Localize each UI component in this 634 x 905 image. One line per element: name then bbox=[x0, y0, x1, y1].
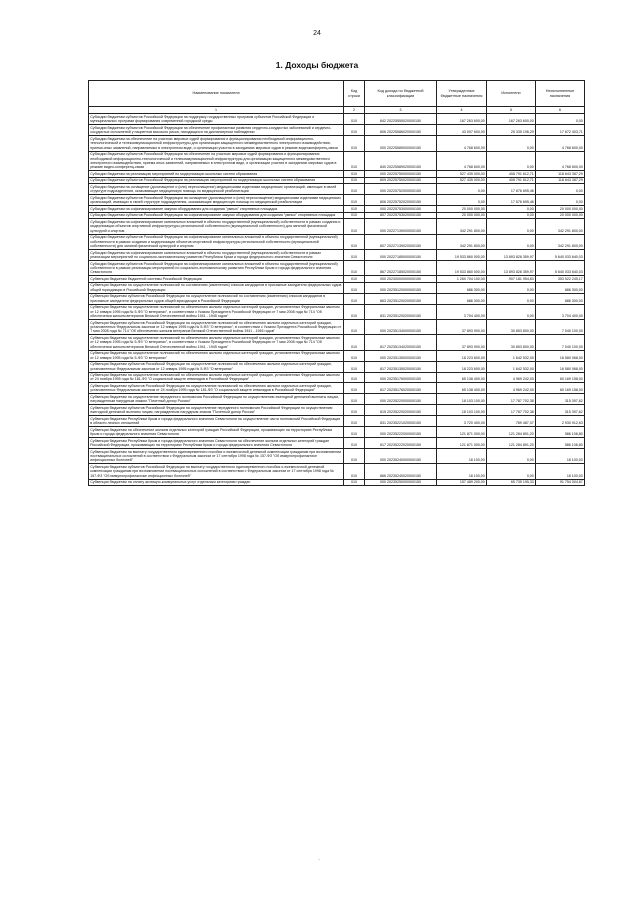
row-income-code-cell: 842 20225555020000150 bbox=[365, 114, 437, 125]
row-unexecuted-cell: 586 108,80 bbox=[536, 438, 585, 449]
table-body bbox=[89, 114, 585, 486]
row-approved-cell: 18 103 100,00 bbox=[437, 405, 487, 416]
row-name-cell: Субвенции бюджетам на выплату государственного единовременного пособия и ежемесячной денежной компенсации гражданам при возникновении поствакцинальных осложнений в соответствии с Федеральным законом от 17 сентября 1998 года № 157-ФЗ "Об иммунопрофилактике инфекционных болезней" bbox=[89, 449, 344, 464]
table-row bbox=[89, 304, 585, 319]
row-name-cell: Субвенции бюджетам на осуществление полномочий по обеспечению жильем отдельных категорий граждан, установленных Федеральным законом от 12 января 1995 года № 5-ФЗ "О ветеранах" bbox=[89, 350, 344, 361]
row-income-code-cell: 000 20225589000000150 bbox=[365, 136, 437, 151]
row-name-cell: Субсидии бюджетам субъектов Российской Федерации на реализацию мероприятий по модернизации школьных систем образования bbox=[89, 177, 344, 184]
row-income-code-cell: 807 20225753020000150 bbox=[365, 212, 437, 219]
row-approved-cell: 157 489 200,00 bbox=[437, 479, 487, 486]
row-line-code-cell: 010 bbox=[344, 219, 365, 234]
row-income-code-cell: 000 20235220000000150 bbox=[365, 394, 437, 405]
row-income-code-cell: 831 20235120020000150 bbox=[365, 304, 437, 319]
table-row bbox=[89, 449, 585, 464]
table-header-row bbox=[89, 81, 585, 107]
row-income-code-cell: 831 20235221020000150 bbox=[365, 416, 437, 427]
row-line-code-cell: 010 bbox=[344, 114, 365, 125]
footer-mark: · bbox=[318, 857, 320, 863]
row-executed-cell: 17 787 702,38 bbox=[487, 394, 536, 405]
row-income-code-cell: 000 20235250000000150 bbox=[365, 479, 437, 486]
row-unexecuted-cell: 0,00 bbox=[536, 195, 585, 206]
row-income-code-cell: 840 20225589020000150 bbox=[365, 151, 437, 171]
row-name-cell: Субсидии бюджетам субъектов Российской Федерации на софинансирование капитальных вложений в объекты государственной (муниципальной) собственности в рамках реализации мероприятий по социально-экономическому развитию Республики Крым и города федерального значения Севастополя bbox=[89, 260, 344, 275]
row-approved-cell: 527 435 000,00 bbox=[437, 171, 487, 178]
row-approved-cell: 0,00 bbox=[437, 195, 487, 206]
row-income-code-cell: 000 20235120000000150 bbox=[365, 282, 437, 293]
header-approved: Утвержденные бюджетные назначения bbox=[437, 81, 487, 107]
row-approved-cell: 65 138 400,00 bbox=[437, 383, 487, 394]
row-line-code-cell: 010 bbox=[344, 260, 365, 275]
row-income-code-cell: 866 20235240020000150 bbox=[365, 464, 437, 479]
row-unexecuted-cell: 118 643 387,29 bbox=[536, 177, 585, 184]
row-executed-cell: 0,00 bbox=[487, 234, 536, 249]
row-executed-cell: 17 676 695,46 bbox=[487, 195, 536, 206]
table-row bbox=[89, 394, 585, 405]
table-row bbox=[89, 250, 585, 261]
table-row bbox=[89, 234, 585, 249]
row-income-code-cell: 806 20225752020000150 bbox=[365, 195, 437, 206]
table-row bbox=[89, 372, 585, 383]
row-approved-cell: 4 768 600,00 bbox=[437, 136, 487, 151]
row-unexecuted-cell: 3 704 400,00 bbox=[536, 304, 585, 319]
row-line-code-cell: 010 bbox=[344, 383, 365, 394]
header-income-code: Код дохода по бюджетной классификации bbox=[365, 81, 437, 107]
row-line-code-cell: 010 bbox=[344, 464, 365, 479]
row-income-code-cell: 000 20235176000000150 bbox=[365, 372, 437, 383]
row-income-code-cell: 000 20227139000000150 bbox=[365, 219, 437, 234]
row-income-code-cell: 000 20235135000000150 bbox=[365, 350, 437, 361]
row-income-code-cell: 817 20235176020000150 bbox=[365, 383, 437, 394]
table-row bbox=[89, 219, 585, 234]
row-line-code-cell: 010 bbox=[344, 177, 365, 184]
table-row bbox=[89, 464, 585, 479]
row-line-code-cell: 010 bbox=[344, 234, 365, 249]
row-executed-cell: 0,00 bbox=[487, 464, 536, 479]
row-name-cell: Субвенции бюджетам субъектов Российской Федерации на осуществление переданного полномочия Российской Федерации по осуществлению ежегодной денежной выплаты лицам, награжденным нагрудным знаком "Почетный донор России" bbox=[89, 405, 344, 416]
row-executed-cell: 65 735 195,33 bbox=[487, 479, 536, 486]
table-row bbox=[89, 260, 585, 275]
table-row bbox=[89, 427, 585, 438]
row-executed-cell: 0,00 bbox=[487, 136, 536, 151]
row-income-code-cell: 815 20235220020000150 bbox=[365, 405, 437, 416]
header-unexecuted: Неисполненные назначения bbox=[536, 81, 585, 107]
row-approved-cell: 18 103 100,00 bbox=[437, 394, 487, 405]
row-name-cell: Субвенции бюджетам субъектов Российской Федерации на осуществление полномочий по обеспечению жильем отдельных категорий граждан, установленных Федеральным законом от 12 января 1995 года № 5-ФЗ "О ветеранах" bbox=[89, 361, 344, 372]
row-unexecuted-cell: 20 000 000,00 bbox=[536, 212, 585, 219]
column-number: 1 bbox=[89, 107, 344, 114]
row-approved-cell: 18 223 600,00 bbox=[437, 350, 487, 361]
row-line-code-cell: 010 bbox=[344, 276, 365, 283]
row-name-cell: Субвенции бюджетам субъектов Российской Федерации на осуществление полномочий по обеспечению жильем отдельных категорий граждан, установленных Федеральным законом от 24 ноября 1995 года № 181-ФЗ "О социальной защите инвалидов в Российской Федерации" bbox=[89, 383, 344, 394]
row-approved-cell: 18 100,00 bbox=[437, 449, 487, 464]
row-approved-cell: 37 893 900,00 bbox=[437, 335, 487, 350]
row-unexecuted-cell: 7 040 100,00 bbox=[536, 320, 585, 335]
row-approved-cell: 37 893 900,00 bbox=[437, 320, 487, 335]
row-unexecuted-cell: 60 169 158,00 bbox=[536, 383, 585, 394]
row-unexecuted-cell: 16 580 068,00 bbox=[536, 361, 585, 372]
row-unexecuted-cell: 7 040 100,00 bbox=[536, 335, 585, 350]
row-unexecuted-cell: 20 000 000,00 bbox=[536, 206, 585, 213]
column-number: 5 bbox=[487, 107, 536, 114]
row-income-code-cell: 000 20225750000000150 bbox=[365, 171, 437, 178]
table-row bbox=[89, 136, 585, 151]
row-executed-cell: 0,00 bbox=[487, 212, 536, 219]
column-number: 4 bbox=[437, 107, 487, 114]
row-approved-cell: 527 435 000,00 bbox=[437, 177, 487, 184]
row-line-code-cell: 010 bbox=[344, 195, 365, 206]
row-name-cell: Субвенции бюджетам Республики Крым и города федерального значения Севастополя на осуществление части полномочий Российской Федерации в области лесных отношений bbox=[89, 416, 344, 427]
row-unexecuted-cell: 342 291 800,00 bbox=[536, 234, 585, 249]
row-name-cell: Субсидии бюджетам на софинансирование капитальных вложений в объекты государственной (муниципальной) собственности в рамках реализации мероприятий по социально-экономическому развитию Республики Крым и города федерального значения Севастополя bbox=[89, 250, 344, 261]
row-income-code-cell: 863 20235120020000150 bbox=[365, 293, 437, 304]
row-executed-cell: 0,00 bbox=[487, 293, 536, 304]
row-unexecuted-cell: 18 100,00 bbox=[536, 464, 585, 479]
row-executed-cell: 1 642 532,00 bbox=[487, 350, 536, 361]
row-unexecuted-cell: 5 640 033 640,03 bbox=[536, 260, 585, 275]
row-line-code-cell: 010 bbox=[344, 250, 365, 261]
row-unexecuted-cell: 586 108,80 bbox=[536, 427, 585, 438]
row-name-cell: Субвенции бюджетам субъектов Российской Федерации на выплату государственного единовременного пособия и ежемесячной денежной компенсации гражданам при возникновении поствакцинальных осложнений в соответствии с Федеральным законом от 17 сентября 1998 года № 157-ФЗ "Об иммунопрофилактике инфекционных болезней" bbox=[89, 464, 344, 479]
row-executed-cell: 4 969 242,00 bbox=[487, 372, 536, 383]
row-line-code-cell: 010 bbox=[344, 206, 365, 213]
row-unexecuted-cell: 315 397,62 bbox=[536, 394, 585, 405]
row-executed-cell: 30 853 800,00 bbox=[487, 335, 536, 350]
row-line-code-cell: 010 bbox=[344, 212, 365, 219]
row-line-code-cell: 010 bbox=[344, 136, 365, 151]
table-row bbox=[89, 125, 585, 136]
row-income-code-cell: 809 20225750020000150 bbox=[365, 177, 437, 184]
row-line-code-cell: 010 bbox=[344, 394, 365, 405]
row-executed-cell: 17 787 702,38 bbox=[487, 405, 536, 416]
row-approved-cell: 43 007 600,00 bbox=[437, 125, 487, 136]
row-executed-cell: 13 893 826 359,97 bbox=[487, 250, 536, 261]
row-unexecuted-cell: 91 754 004,67 bbox=[536, 479, 585, 486]
table-row bbox=[89, 416, 585, 427]
row-line-code-cell: 010 bbox=[344, 416, 365, 427]
row-name-cell: Субсидии бюджетам субъектов Российской Федерации на софинансирование закупки оборудования для создания "умных" спортивных площадок bbox=[89, 212, 344, 219]
row-income-code-cell: 000 20235134000000150 bbox=[365, 320, 437, 335]
row-line-code-cell: 010 bbox=[344, 293, 365, 304]
table-row bbox=[89, 184, 585, 195]
row-executed-cell: 167 263 600,00 bbox=[487, 114, 536, 125]
row-income-code-cell: 817 20235222020000150 bbox=[365, 438, 437, 449]
row-name-cell: Субвенции бюджетам на осуществление полномочий по составлению (изменению) списков кандидатов в присяжные заседатели федеральных судов общей юрисдикции в Российской Федерации bbox=[89, 282, 344, 293]
row-approved-cell: 3 720 400,00 bbox=[437, 416, 487, 427]
table-row bbox=[89, 320, 585, 335]
row-income-code-cell: 867 20227185020000150 bbox=[365, 260, 437, 275]
row-name-cell: Субвенции бюджетам на обеспечение жильем отдельных категорий граждан Российской Федерации, проживающих на территориях Республики Крым и города федерального значения Севастополя bbox=[89, 427, 344, 438]
row-executed-cell: 0,00 bbox=[487, 282, 536, 293]
row-executed-cell: 121 284 891,20 bbox=[487, 438, 536, 449]
row-executed-cell: 13 893 826 359,97 bbox=[487, 260, 536, 275]
row-name-cell: Субсидии бюджетам субъектов Российской Федерации на обеспечение профилактики развития сердечно-сосудистых заболеваний и сердечно-сосудистых осложнений у пациентов высокого риска, находящихся на диспансерном наблюдении bbox=[89, 125, 344, 136]
table-row bbox=[89, 383, 585, 394]
row-executed-cell: 0,00 bbox=[487, 304, 536, 319]
row-executed-cell: 907 181 954,83 bbox=[487, 276, 536, 283]
row-unexecuted-cell: 18 100,00 bbox=[536, 449, 585, 464]
row-approved-cell: 167 263 600,00 bbox=[437, 114, 487, 125]
row-name-cell: Субвенции бюджетам субъектов Российской Федерации на осуществление полномочий по составлению (изменению) списков кандидатов в присяжные заседатели федеральных судов общей юрисдикции в Российской Федерации bbox=[89, 293, 344, 304]
row-income-code-cell: 000 20230000000000150 bbox=[365, 276, 437, 283]
row-approved-cell: 18 223 600,00 bbox=[437, 361, 487, 372]
column-number: 6 bbox=[536, 107, 585, 114]
table-row bbox=[89, 335, 585, 350]
row-income-code-cell: 000 20225752000000150 bbox=[365, 184, 437, 195]
row-approved-cell: 19 533 860 000,00 bbox=[437, 250, 487, 261]
row-income-code-cell: 806 20225586020000150 bbox=[365, 125, 437, 136]
row-approved-cell: 0,00 bbox=[437, 184, 487, 195]
row-name-cell: Субсидии бюджетам на оснащение (дооснащение и (или) переоснащение) медицинскими изделиями медицинских организаций, имеющих в своей структуре подразделения, оказывающие медицинскую помощь по медицинской реабилитации bbox=[89, 184, 344, 195]
table-row bbox=[89, 151, 585, 171]
row-unexecuted-cell: 342 291 800,00 bbox=[536, 219, 585, 234]
row-name-cell: Субвенции бюджетам на осуществление полномочий по обеспечению жильем отдельных категорий граждан, установленных Федеральным законом от 12 января 1995 года № 5-ФЗ "О ветеранах", в соответствии с Указом Президента Российской Федерации от 7 мая 2008 года № 714 "Об обеспечении жильем ветеранов Великой Отечественной войны 1941 - 1945 годов" bbox=[89, 335, 344, 350]
row-name-cell: Субсидии бюджетам на реализацию мероприятий по модернизации школьных систем образования bbox=[89, 171, 344, 178]
column-number: 2 bbox=[344, 107, 365, 114]
row-approved-cell: 342 291 800,00 bbox=[437, 234, 487, 249]
row-unexecuted-cell: 118 643 387,29 bbox=[536, 171, 585, 178]
row-executed-cell: 30 853 800,00 bbox=[487, 320, 536, 335]
row-approved-cell: 686 300,00 bbox=[437, 282, 487, 293]
row-unexecuted-cell: 0,00 bbox=[536, 184, 585, 195]
row-approved-cell: 65 138 400,00 bbox=[437, 372, 487, 383]
row-approved-cell: 342 291 800,00 bbox=[437, 219, 487, 234]
row-line-code-cell: 010 bbox=[344, 405, 365, 416]
row-name-cell: Субсидии бюджетам на софинансирование капитальных вложений в объекты государственной (муниципальной) собственности в рамках создания и модернизации объектов спортивной инфраструктуры региональной собственности (муниципальной собственности) для занятий физической культурой и спортом bbox=[89, 219, 344, 234]
row-executed-cell: 121 284 891,20 bbox=[487, 427, 536, 438]
row-line-code-cell: 010 bbox=[344, 449, 365, 464]
row-income-code-cell: 000 20225753000000150 bbox=[365, 206, 437, 213]
row-line-code-cell: 010 bbox=[344, 372, 365, 383]
row-name-cell: Субвенции бюджетам бюджетной системы Российской Федерации bbox=[89, 276, 344, 283]
row-approved-cell: 686 300,00 bbox=[437, 293, 487, 304]
row-line-code-cell: 010 bbox=[344, 184, 365, 195]
header-line-code: Код строки bbox=[344, 81, 365, 107]
row-unexecuted-cell: 17 672 403,71 bbox=[536, 125, 585, 136]
row-line-code-cell: 010 bbox=[344, 479, 365, 486]
table-row bbox=[89, 479, 585, 486]
row-approved-cell: 4 768 600,00 bbox=[437, 151, 487, 171]
row-name-cell: Субвенции бюджетам Республики Крым и города федерального значения Севастополя на обеспечение жильем отдельных категорий граждан Российской Федерации, проживающих на территориях Республики Крым и города федерального значения Севастополя bbox=[89, 438, 344, 449]
table-row bbox=[89, 405, 585, 416]
row-name-cell: Субсидии бюджетам субъектов Российской Федерации на поддержку государственных программ субъектов Российской Федерации и муниципальных программ формирования современной городской среды bbox=[89, 114, 344, 125]
table-row bbox=[89, 282, 585, 293]
row-unexecuted-cell: 5 640 033 640,03 bbox=[536, 250, 585, 261]
row-approved-cell: 19 533 860 000,00 bbox=[437, 260, 487, 275]
table-row bbox=[89, 195, 585, 206]
row-unexecuted-cell: 686 300,00 bbox=[536, 293, 585, 304]
row-executed-cell: 408 791 612,71 bbox=[487, 177, 536, 184]
row-unexecuted-cell: 315 397,62 bbox=[536, 405, 585, 416]
row-approved-cell: 121 871 000,00 bbox=[437, 427, 487, 438]
row-executed-cell: 4 969 242,00 bbox=[487, 383, 536, 394]
row-name-cell: Субвенции бюджетам субъектов Российской Федерации на осуществление полномочий по обеспечению жильем отдельных категорий граждан, установленных Федеральным законом от 12 января 1995 года № 5-ФЗ "О ветеранах", в соответствии с Указом Президента Российской Федерации от 7 мая 2008 года № 714 "Об обеспечении жильем ветеранов Великой Отечественной войны 1941 - 1945 годов" bbox=[89, 320, 344, 335]
row-name-cell: Субвенции бюджетам на оплату жилищно-коммунальных услуг отдельным категориям граждан bbox=[89, 479, 344, 486]
row-unexecuted-cell: 16 580 068,00 bbox=[536, 350, 585, 361]
row-line-code-cell: 010 bbox=[344, 361, 365, 372]
row-line-code-cell: 010 bbox=[344, 282, 365, 293]
row-line-code-cell: 010 bbox=[344, 304, 365, 319]
row-executed-cell: 408 791 612,71 bbox=[487, 171, 536, 178]
row-unexecuted-cell: 353 522 245,17 bbox=[536, 276, 585, 283]
row-line-code-cell: 010 bbox=[344, 125, 365, 136]
row-name-cell: Субсидии бюджетам субъектов Российской Федерации на оснащение (дооснащение и (или) переоснащение) медицинскими изделиями медицинских организаций, имеющих в своей структуре подразделения, оказывающие медицинскую помощь по медицинской реабилитации bbox=[89, 195, 344, 206]
row-line-code-cell: 010 bbox=[344, 151, 365, 171]
row-line-code-cell: 010 bbox=[344, 350, 365, 361]
row-line-code-cell: 010 bbox=[344, 427, 365, 438]
row-unexecuted-cell: 4 768 600,00 bbox=[536, 151, 585, 171]
row-executed-cell: 0,00 bbox=[487, 219, 536, 234]
row-income-code-cell: 817 20235135020000150 bbox=[365, 361, 437, 372]
row-line-code-cell: 010 bbox=[344, 171, 365, 178]
row-unexecuted-cell: 686 300,00 bbox=[536, 282, 585, 293]
row-unexecuted-cell: 2 930 912,63 bbox=[536, 416, 585, 427]
row-name-cell: Субсидии бюджетам на обеспечение на участках мировых судей формирования и функционирования необходимой информационно-технологической и телекоммуникационной инфраструктуры для организации защищенного межведомственного электронного взаимодействия, приема иных заявлений, направляемых в электронном виде, и организации участия в заседаниях мировых судов в режиме видеоконференц-связи bbox=[89, 136, 344, 151]
row-income-code-cell: 000 20227185000000150 bbox=[365, 250, 437, 261]
row-approved-cell: 3 704 400,00 bbox=[437, 304, 487, 319]
row-approved-cell: 20 000 000,00 bbox=[437, 212, 487, 219]
row-name-cell: Субвенции бюджетам на осуществление полномочий по обеспечению жильем отдельных категорий граждан, установленных Федеральным законом от 24 ноября 1995 года № 181-ФЗ "О социальной защите инвалидов в Российской Федерации" bbox=[89, 372, 344, 383]
row-executed-cell: 0,00 bbox=[487, 206, 536, 213]
row-approved-cell: 1 260 704 100,00 bbox=[437, 276, 487, 283]
page-number: 24 bbox=[313, 30, 321, 37]
row-name-cell: Субсидии бюджетам на софинансирование закупки оборудования для создания "умных" спортивных площадок bbox=[89, 206, 344, 213]
column-number: 3 bbox=[365, 107, 437, 114]
row-line-code-cell: 010 bbox=[344, 335, 365, 350]
row-line-code-cell: 010 bbox=[344, 438, 365, 449]
table-row bbox=[89, 114, 585, 125]
row-income-code-cell: 000 20235222000000150 bbox=[365, 427, 437, 438]
row-executed-cell: 789 487,37 bbox=[487, 416, 536, 427]
header-executed: Исполнено bbox=[487, 81, 536, 107]
row-name-cell: Субвенции бюджетам на осуществление переданного полномочия Российской Федерации по осуществлению ежегодной денежной выплаты лицам, награжденным нагрудным знаком "Почетный донор России" bbox=[89, 394, 344, 405]
table-row bbox=[89, 361, 585, 372]
row-name-cell: Субвенции бюджетам на осуществление полномочий по обеспечению жильем отдельных категорий граждан, установленных Федеральным законом от 12 января 1995 года № 5-ФЗ "О ветеранах", в соответствии с Указом Президента Российской Федерации от 7 мая 2008 года № 714 "Об обеспечении жильем ветеранов Великой Отечественной войны 1941 - 1945 годов" bbox=[89, 304, 344, 319]
row-executed-cell: 25 335 196,29 bbox=[487, 125, 536, 136]
row-income-code-cell: 000 20235240000000150 bbox=[365, 449, 437, 464]
row-approved-cell: 20 000 000,00 bbox=[437, 206, 487, 213]
row-unexecuted-cell: 4 768 600,00 bbox=[536, 136, 585, 151]
table-row bbox=[89, 350, 585, 361]
row-income-code-cell: 807 20227139020000150 bbox=[365, 234, 437, 249]
row-approved-cell: 121 871 000,00 bbox=[437, 438, 487, 449]
row-executed-cell: 17 676 695,46 bbox=[487, 184, 536, 195]
row-line-code-cell: 010 bbox=[344, 320, 365, 335]
section-title: 1. Доходы бюджета bbox=[275, 60, 359, 70]
row-unexecuted-cell: 60 169 158,00 bbox=[536, 372, 585, 383]
row-unexecuted-cell: 0,00 bbox=[536, 114, 585, 125]
row-approved-cell: 18 100,00 bbox=[437, 464, 487, 479]
row-income-code-cell: 817 20235134020000150 bbox=[365, 335, 437, 350]
row-executed-cell: 0,00 bbox=[487, 449, 536, 464]
budget-income-table bbox=[88, 80, 585, 486]
column-number-row bbox=[89, 107, 585, 114]
table-row bbox=[89, 438, 585, 449]
row-executed-cell: 1 642 532,00 bbox=[487, 361, 536, 372]
row-name-cell: Субсидии бюджетам субъектов Российской Федерации на обеспечение на участках мировых судей формирования и функционирования необходимой информационно-технологической и телекоммуникационной инфраструктуры для организации защищенного межведомственного электронного взаимодействия, приема иных заявлений, направляемых в электронном виде, и организации участия в заседаниях мировых судов в режиме видео-конференц-связи bbox=[89, 151, 344, 171]
row-name-cell: Субсидии бюджетам субъектов Российской Федерации на софинансирование капитальных вложений в объекты государственной (муниципальной) собственности в рамках создания и модернизации объектов спортивной инфраструктуры региональной собственности (муниципальной собственности) для занятий физической культурой и спортом bbox=[89, 234, 344, 249]
table-row bbox=[89, 293, 585, 304]
header-indicator-name: Наименование показателя bbox=[89, 81, 344, 107]
row-executed-cell: 0,00 bbox=[487, 151, 536, 171]
